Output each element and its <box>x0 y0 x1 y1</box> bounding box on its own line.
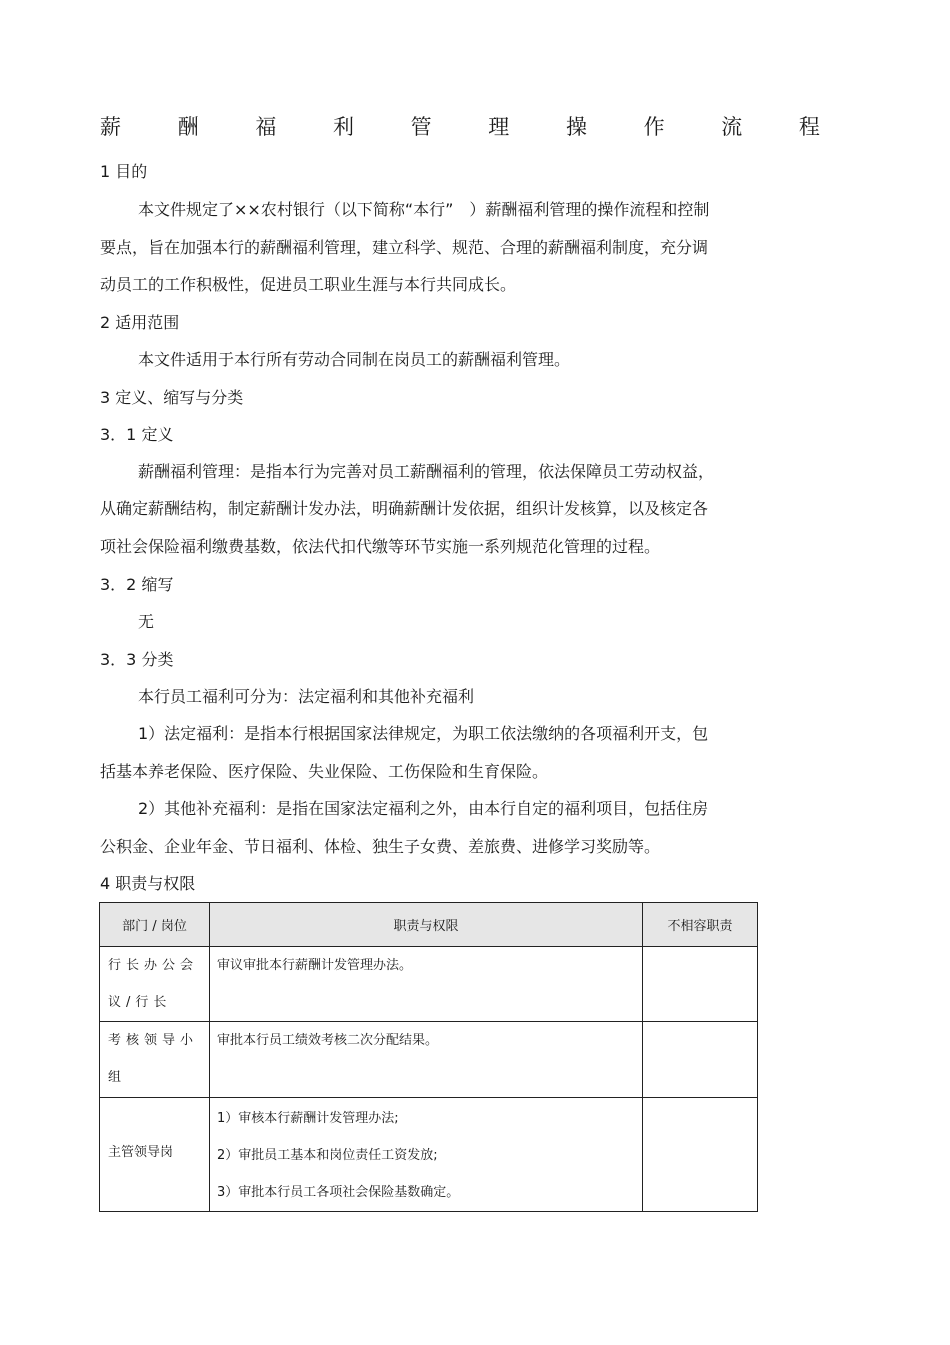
table-cell-duties <box>210 1098 643 1212</box>
duty-item: 3）审批本行员工各项社会保险基数确定。 <box>217 1185 460 1200</box>
table-header-cell: 部门 / 岗位 <box>100 903 210 947</box>
duty-item: 1）审核本行薪酬计发管理办法; <box>217 1111 399 1126</box>
title-char: 利 <box>332 115 354 139</box>
paragraph-line: 公积金、企业年金、节日福利、体检、独生子女费、差旅费、进修学习奖励等。 <box>100 837 661 856</box>
paragraph-line: 本行员工福利可分为：法定福利和其他补充福利 <box>138 687 475 706</box>
section-heading-responsibilities: 4 职责与权限 <box>100 874 196 893</box>
table-row <box>100 1022 758 1098</box>
table-header-cell: 职责与权限 <box>210 903 643 947</box>
paragraph-line: 2）其他补充福利：是指在国家法定福利之外，由本行自定的福利项目，包括住房 <box>138 799 709 818</box>
paragraph-line: 括基本养老保险、医疗保险、失业保险、工伤保险和生育保险。 <box>100 762 549 781</box>
section-heading-purpose: 1 目的 <box>100 162 148 181</box>
document-title <box>100 112 820 142</box>
title-char: 操 <box>565 115 587 139</box>
subsection-heading-abbreviation: 3．2 缩写 <box>100 575 174 594</box>
table-row <box>100 1098 758 1212</box>
table-cell-duties: 审批本行员工绩效考核二次分配结果。 <box>210 1022 643 1098</box>
paragraph-line: 本文件规定了××农村银行（以下简称“本行” ）薪酬福利管理的操作流程和控制 <box>138 200 710 219</box>
table-cell-dept: 考核领导小组 <box>100 1022 210 1098</box>
table-header-cell: 不相容职责 <box>643 903 758 947</box>
paragraph-line: 要点，旨在加强本行的薪酬福利管理，建立科学、规范、合理的薪酬福利制度，充分调 <box>100 238 709 257</box>
section-heading-definitions: 3 定义、缩写与分类 <box>100 388 244 407</box>
title-char: 薪 <box>100 115 121 139</box>
table-row <box>100 947 758 1022</box>
table-cell-conflict <box>643 947 758 1022</box>
title-char: 作 <box>643 115 665 139</box>
subsection-heading-classification: 3．3 分类 <box>100 650 174 669</box>
duty-item: 2）审批员工基本和岗位责任工资发放; <box>217 1148 438 1163</box>
paragraph-line: 动员工的工作积极性，促进员工职业生涯与本行共同成长。 <box>100 275 517 294</box>
title-char: 福 <box>255 115 277 139</box>
table-cell-conflict <box>643 1098 758 1212</box>
paragraph-line: 薪酬福利管理：是指本行为完善对员工薪酬福利的管理，依法保障员工劳动权益， <box>138 462 715 481</box>
paragraph-line: 1）法定福利：是指本行根据国家法律规定，为职工依法缴纳的各项福利开支，包 <box>138 724 709 743</box>
table-cell-duties: 审议审批本行薪酬计发管理办法。 <box>210 947 643 1022</box>
responsibility-table <box>99 902 758 1212</box>
paragraph-line: 项社会保险福利缴费基数，依法代扣代缴等环节实施一系列规范化管理的过程。 <box>100 537 661 556</box>
paragraph-line: 从确定薪酬结构，制定薪酬计发办法，明确薪酬计发依据，组织计发核算，以及核定各 <box>100 499 709 518</box>
table-header-row <box>100 903 758 947</box>
table-cell-dept: 主管领导岗 <box>100 1098 210 1212</box>
table-cell-conflict <box>643 1022 758 1098</box>
subsection-heading-definition: 3．1 定义 <box>100 425 174 444</box>
paragraph-line: 本文件适用于本行所有劳动合同制在岗员工的薪酬福利管理。 <box>138 350 571 369</box>
title-char: 理 <box>488 115 510 139</box>
title-char: 管 <box>410 115 432 139</box>
title-char: 程 <box>798 115 820 139</box>
title-char: 酬 <box>177 115 199 139</box>
title-char: 流 <box>721 115 743 139</box>
table-cell-dept: 行长办公会议/行长 <box>100 947 210 1022</box>
paragraph-line: 无 <box>138 612 155 631</box>
section-heading-scope: 2 适用范围 <box>100 313 180 332</box>
